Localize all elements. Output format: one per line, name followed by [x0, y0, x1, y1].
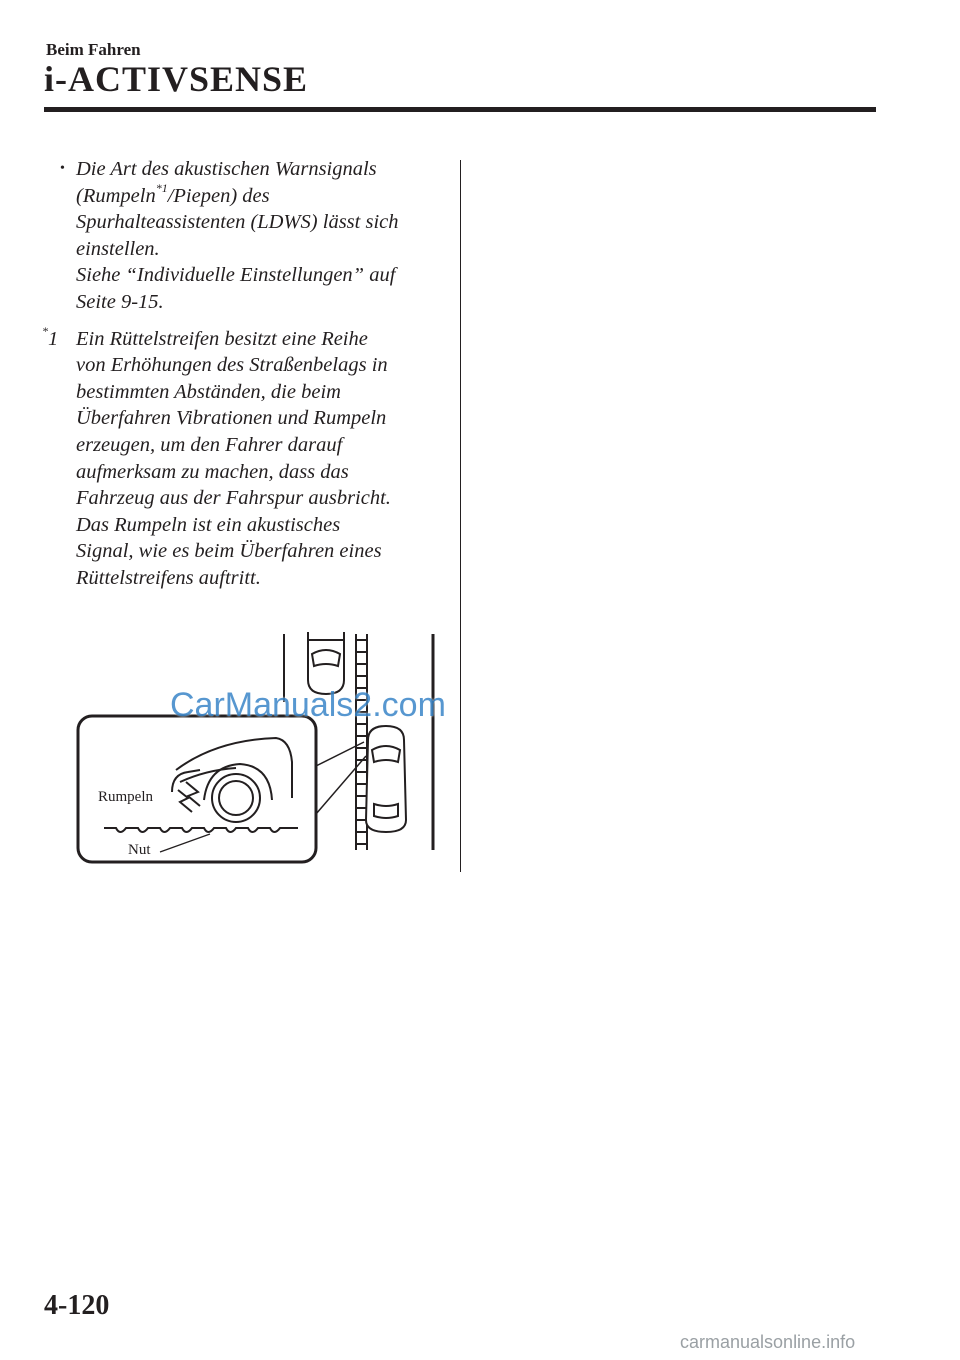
footnote-line: Ein Rüttelstreifen besitzt eine Reihe — [76, 327, 368, 350]
bullet-line: einstellen. — [76, 237, 160, 260]
bullet-line: Siehe “Individuelle Einstellungen” auf — [76, 264, 396, 287]
footnote-line: Rüttelstreifens auftritt. — [76, 566, 261, 589]
chapter-title: i-ACTIVSENSE — [44, 59, 309, 99]
watermark: CarManuals2.com — [170, 686, 446, 724]
footnote-number: 1 — [48, 327, 59, 350]
footnote-line: aufmerksam zu machen, dass das — [76, 460, 349, 483]
bullet-dot-icon: • — [60, 161, 65, 176]
footnote-body — [76, 326, 440, 592]
text-column — [42, 156, 440, 592]
header-rule — [44, 107, 876, 112]
footnote-line: Fahrzeug aus der Fahrspur ausbricht. — [76, 487, 391, 510]
footnote-marker — [42, 323, 59, 353]
footnote-line: Das Rumpeln ist ein akustisches — [76, 513, 341, 536]
label-groove: Nut — [128, 842, 151, 858]
footnote-line: Überfahren Vibrationen und Rumpeln — [76, 407, 387, 430]
page-number: 4-120 — [44, 1290, 110, 1321]
footnote — [42, 323, 440, 592]
car-drifting-icon — [366, 726, 406, 832]
footnote-line: bestimmten Abständen, die beim — [76, 380, 341, 403]
section-label: Beim Fahren — [46, 40, 141, 59]
bullet-item — [60, 156, 440, 316]
column-divider — [460, 160, 461, 872]
bullet-line: Die Art des akustischen Warnsignals — [76, 158, 377, 180]
footnote-line: erzeugen, um den Fahrer darauf — [76, 433, 343, 456]
car-ahead-icon — [308, 632, 344, 694]
rumble-strip-illustration — [76, 632, 442, 868]
bullet-text: (Rumpeln — [76, 184, 156, 207]
footnote-asterisk: * — [42, 323, 48, 338]
bullet-text: /Piepen) des — [167, 184, 270, 207]
footer-watermark: carmanualsonline.info — [680, 1332, 856, 1352]
footnote-line: Signal, wie es beim Überfahren eines — [76, 540, 382, 563]
footnote-reference: *1 — [155, 180, 168, 195]
label-rumble: Rumpeln — [98, 789, 153, 805]
bullet-line: Spurhalteassistenten (LDWS) lässt sich — [76, 211, 399, 234]
bullet-line — [76, 180, 440, 210]
footnote-line: von Erhöhungen des Straßenbelags in — [76, 354, 388, 377]
bullet-line: Seite 9-15. — [76, 290, 164, 313]
